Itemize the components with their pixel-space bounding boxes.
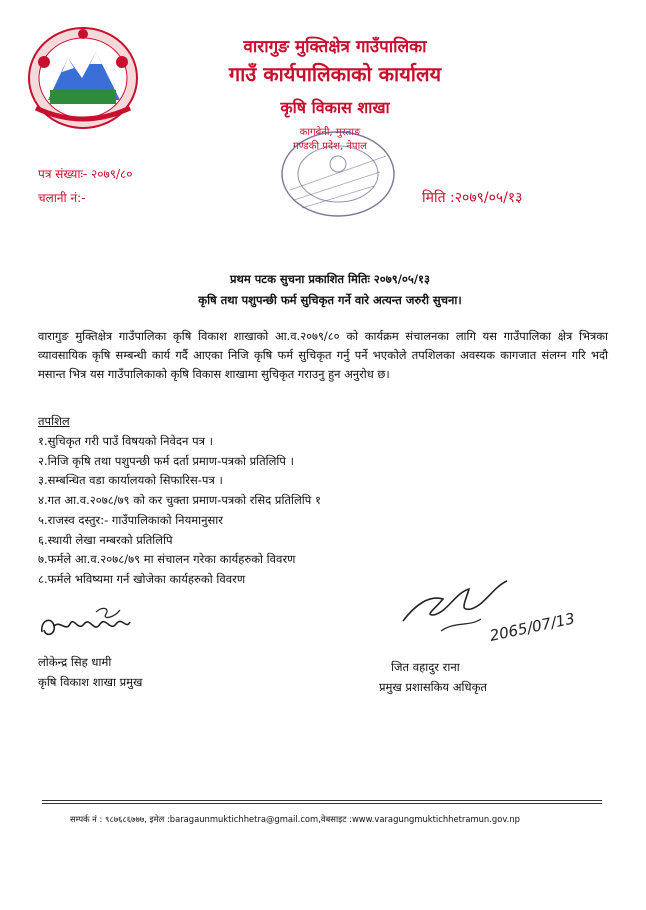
footer-contact: सम्पर्क नं : ९८७६८६७७७, इमेल :baragaunmuktichhetra@gmail.com,वेबसाइट :www.varagungmuktichhetramun.gov.np — [70, 814, 520, 824]
list-item: ६.स्थायी लेखा नम्बरको प्रतिलिपि — [38, 532, 173, 547]
list-item: ८.फर्मले भविष्यमा गर्न खोजेका कार्यहरुको विवरण — [38, 571, 246, 586]
address-line-2: गण्डकी प्रदेश, नेपाल — [293, 141, 367, 152]
municipality-name: वारागुङ मुक्तिक्षेत्र गाउँपालिका — [243, 37, 427, 57]
right-signature — [395, 575, 585, 653]
list-item: १.सुचिकृत गरी पाउँ विषयको निवेदन पत्र । — [38, 434, 213, 448]
notice-title: कृषि तथा पशुपन्छी फर्म सुचिकृत गर्ने वारे अत्यन्त जरुरी सुचना। — [198, 293, 462, 307]
footer-divider — [42, 800, 602, 801]
left-signer-title: कृषि विकाश शाखा प्रमुख — [38, 675, 143, 689]
right-signer-title: प्रमुख प्रशासकिय अधिकृत — [379, 680, 487, 694]
office-name: गाउँ कार्यपालिकाको कार्यालय — [228, 62, 442, 86]
list-item: ३.सम्बन्धित वडा कार्यालयको सिफारिस-पत्र । — [38, 473, 223, 488]
list-item: ४.गत आ.व.२०७८/७९ को कर चुक्ता प्रमाण-पत्रको रसिद प्रतिलिपि १ — [38, 493, 321, 508]
left-signature — [36, 602, 136, 644]
letter-date: मिति :२०७९/०५/१३ — [422, 190, 523, 206]
documents-list — [38, 432, 321, 590]
handwritten-date: 2065/07/13 — [488, 609, 577, 645]
list-item: ५.राजस्व दस्तुर:- गाउँपालिकाको नियमानुसार — [38, 512, 223, 527]
right-signer-name: जित वहादुर राना — [391, 660, 460, 674]
list-item: ७.फर्मले आ.व.२०७८/७९ मा संचालन गरेका कार्यहरुको विवरण — [38, 552, 296, 567]
reference-number: पत्र संख्याः- २०७९/८० — [38, 167, 133, 181]
address-line-1: कागबेनी, मुस्ताङ — [299, 127, 361, 138]
office-stamp — [268, 128, 396, 232]
documents-heading: तपशिल — [38, 414, 70, 428]
footer-divider — [42, 803, 602, 804]
section-name: कृषि विकास शाखा — [280, 98, 390, 117]
first-published-line: प्रथम पटक सुचना प्रकाशित मितिः २०७९/०५/१३ — [229, 272, 431, 286]
left-signer-name: लोकेन्द्र सिह धामी — [38, 655, 112, 669]
notice-body: वारागुङ मुक्तिक्षेत्र गाउँपालिका कृषि विकाश शाखाको आ.व.२०७९/८० को कार्यक्रम संचालनका लागि यस गाउँपालिका क्षेत्र भित्रका व्यावसायिक कृषि सम्बन्धी कार्य गर्दै आएका निजि कृषि फर्म सुचिकृत गर्नु पर्ने भएकोले तपशिलका अवस्यक कागजात संलग्न गरि भदौ मसान्त भित्र यस गाउँपालिकाको कृषि विकास शाखामा सुचिकृत गराउनु हुन अनुरोध छ। — [38, 329, 608, 381]
list-item: २.निजि कृषि तथा पशुपन्छी फर्म दर्ता प्रमाण-पत्रको प्रतिलिपि । — [38, 453, 294, 468]
dispatch-number: चलानी नं:- — [38, 191, 86, 205]
nepal-emblem-logo — [24, 22, 142, 132]
